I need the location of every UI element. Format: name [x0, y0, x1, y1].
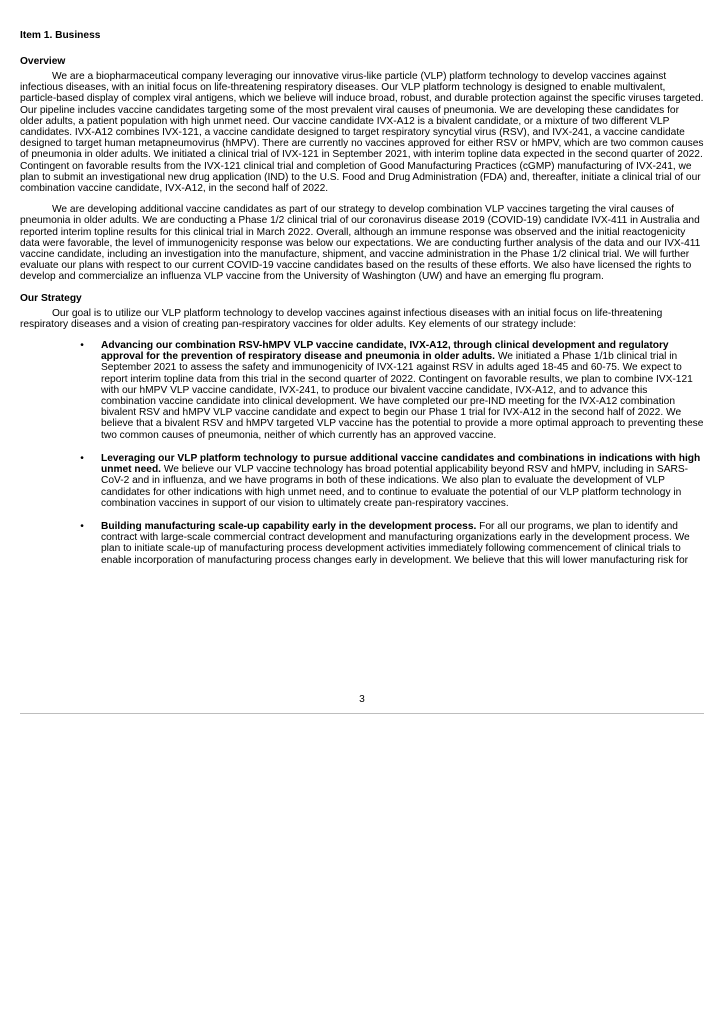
bullet-dot-icon: •	[80, 520, 84, 532]
bullet-body: We initiated a Phase 1/1b clinical trial in September 2021 to assess the safety and immunogenicity of IVX-121 against RSV in adults aged 18-45 and 60-75. We expect to report interim topline data from this trial in the second quarter of 2022. Contingent on favorable results, we plan to combine IVX-121 with our hMPV VLP vaccine candidate, IVX-241, to produce our bivalent vaccine candidate, IVX-A12, and to advance this combination vaccine candidate into clinical development. We have completed our pre-IND meeting for the IVX-A12 combination bivalent RSV and hMPV VLP vaccine candidate and expect to begin our Phase 1 trial for IVX-A12 in the second half of 2022. We believe that a bivalent RSV and hMPV targeted VLP vaccine has the potential to provide a more optimal approach to preventing these two common causes of pneumonia, neither of which currently has an approved vaccine.	[101, 351, 704, 441]
bullet-lead: Advancing our combination RSV-hMPV VLP vaccine candidate, IVX-A12, through clinical development and regulatory approval for the prevention of respiratory disease and pneumonia in older adults.	[101, 340, 669, 363]
strategy-bullet-vlp-platform	[20, 453, 704, 509]
bullet-lead: Building manufacturing scale-up capability early in the development process.	[101, 520, 477, 532]
bullet-lead: Leveraging our VLP platform technology to pursue additional vaccine candidates and combinations in indications with high unmet need.	[101, 452, 701, 476]
overview-paragraph-1: We are a biopharmaceutical company leveraging our innovative virus-like particle (VLP) platform technology to develop vaccines against infectious diseases, with an initial focus on life-threatening respiratory diseases. Our VLP platform technology is designed to enable multivalent, particle-based display of complex viral antigens, which we believe will induce broad, robust, and durable protection against the specific viruses targeted. Our pipeline includes vaccine candidates targeting some of the most prevalent viral causes of pneumonia. We are developing these candidates for older adults, a patient population with high unmet need. Our vaccine candidate IVX-A12 is a bivalent candidate, or a mixture of two different VLP candidates. IVX-A12 combines IVX-121, a vaccine candidate designed to target respiratory syncytial virus (RSV), and IVX-241, a vaccine candidate designed to target human metapneumovirus (hMPV). There are currently no vaccines approved for either RSV or hMPV, which are two common causes of pneumonia in older adults. We initiated a clinical trial of IVX-121 in September 2021, with interim topline data expected in the second quarter of 2022. Contingent on favorable results from the IVX-121 clinical trial and completion of Good Manufacturing Practices (cGMP) manufacturing of IVX-241, we plan to submit an investigational new drug application (IND) to the U.S. Food and Drug Administration (FDA) and, thereafter, initiate a clinical trial of our combination vaccine candidate, IVX-A12, in the second half of 2022.	[20, 71, 704, 195]
bullet-dot-icon: •	[80, 452, 84, 464]
strategy-heading: Our Strategy	[20, 292, 82, 304]
strategy-bullet-ivx-a12	[20, 340, 704, 441]
strategy-bullet-manufacturing	[20, 521, 704, 566]
page-divider	[20, 713, 704, 714]
strategy-bullet-list	[20, 340, 704, 566]
overview-heading: Overview	[20, 56, 66, 67]
page-number: 3	[359, 694, 365, 705]
strategy-intro: Our goal is to utilize our VLP platform technology to develop vaccines against infectious diseases with an initial focus on life-threatening respiratory diseases and a vision of creating pan-respiratory vaccines for older adults. Key elements of our strategy include:	[20, 307, 663, 330]
item-title: Item 1. Business	[20, 30, 101, 41]
document-page	[20, 30, 704, 578]
overview-paragraph-2: We are developing additional vaccine candidates as part of our strategy to develop combination VLP vaccines targeting the viral causes of pneumonia in older adults. We are conducting a Phase 1/2 clinical trial of our coronavirus disease 2019 (COVID-19) candidate IVX-411 in Australia and reported interim topline results for this clinical trial in March 2022. Overall, although an immune response was observed and the initial reactogenicity data were favorable, the level of immunogenicity response was below our expectations. We are conducting further analysis of the data and our IVX-411 vaccine candidate, including an investigation into the manufacture, shipment, and vaccine administration in the Phase 1/2 clinical trial. We will further evaluate our plans with respect to our current COVID-19 vaccine candidates based on the results of these efforts. We also have licensed the rights to develop and commercialize an influenza VLP vaccine from the University of Washington (UW) and have an emerging flu program.	[20, 204, 701, 283]
bullet-body: For all our programs, we plan to identify and contract with large-scale commercial contract development and manufacturing organizations early in the development process. We plan to initiate scale-up of manufacturing process development activities immediately following commencement of clinical trials to enable incorporation of manufacturing process changes early in development. We believe that this will lower manufacturing risk for	[101, 520, 690, 566]
bullet-dot-icon: •	[80, 340, 84, 352]
bullet-body: We believe our VLP vaccine technology has broad potential applicability beyond RSV and hMPV, including in SARS-CoV-2 and in influenza, and we have programs in both of these indications. We also plan to evaluate the development of VLP candidates for other indications with high unmet need, and to continue to evaluate the potential of our VLP platform technology in combination vaccines in support of our vision to ultimately create pan-respiratory vaccines.	[101, 464, 689, 509]
